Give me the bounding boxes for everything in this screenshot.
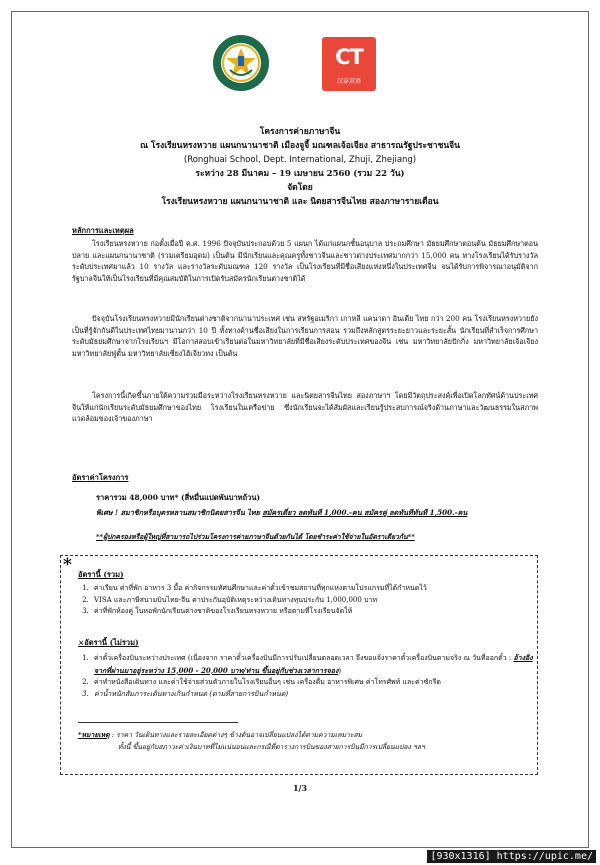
list-item: 3. ค่าน้ำหนักสัมภาระเดินทางเกินกำหนด (ตามที่สายการบินกำหนด) <box>91 689 543 701</box>
list-item: 2. ค่าทำหนังสือเดินทาง และค่าใช้จ่ายส่วนตัวภายในโรงเรียนอื่นๆ เช่น เครื่องดื่ม อาหารพิเศษ ค่าโทรศัพท์ และค่าซักรีด <box>91 677 543 689</box>
principles-heading: หลักการและเหตุผล <box>72 226 134 235</box>
note-text-1: : ราคา วันเดินทางและรายละเอียดต่างๆ ข้างต้นอาจเปลี่ยนแปลงได้ตามความเหมาะสม <box>109 731 363 739</box>
page-number: 1/3 <box>292 783 308 793</box>
note-label: *หมายเหตุ <box>78 731 110 739</box>
special-pair: สมัครคู่ ลดทันทีทันที 1,500.-คน <box>361 508 468 517</box>
project-dates: ระหว่าง 28 มีนาคม – 19 เมษายน 2560 (รวม 22 วัน) <box>195 169 405 179</box>
special-single: สมัครเดี่ยว ลดทันที 1,000.-คน <box>262 508 362 517</box>
special-prefix: พิเศษ ! สมาชิกหรือบุตรหลานสมาชิกนิตยสารจีน ไทย <box>96 508 263 517</box>
organizers: โรงเรียนหรงหวาย แผนกนานาชาติ และ นิตยสารจีนไทย สองภาษารายเดือน <box>161 197 439 207</box>
project-title: โครงการค่ายภาษาจีน <box>259 127 341 137</box>
list-item: 2. VISA และภาษีสนามบินไทย-จีน ค่าประกันอุบัติเหตุระหว่างเดินทางทุนประกัน 1,000,000 บาท <box>91 595 543 607</box>
excluded-list <box>76 652 543 700</box>
special-offer-line <box>96 507 562 519</box>
logo-mark: CT <box>335 45 363 69</box>
excluded-1b: อ้างอิงจากที่ผ่านมาอยู่ระหว่าง 15,000 - 20,000 บาท/ท่าน ขึ้นอยู่กับช่วงเวลาการจอง <box>94 653 533 675</box>
included-heading: อัตรานี้ (รวม) <box>78 570 124 579</box>
organized-by-label: จัดโดย <box>287 183 313 193</box>
logo-subtitle: 汉泰双语 <box>336 78 361 85</box>
parent-note: **ผู้ปกครองหรือผู้ใหญ่ที่สามารถไปร่วมโครงการค่ายภาษาจีนด้วยกันได้ โดยชำระค่าใช้จ่ายในอัตราเดียวกัน** <box>96 533 415 541</box>
note-divider <box>78 722 238 723</box>
list-item: 1. ค่าเรียน ค่าที่พัก อาหาร 3 มื้อ ค่ากิจกรรมทัศนศึกษาและค่าตั๋วเข้าชมสถานที่ทุกแห่งตามโปรแกรมที่ได้กำหนดไว้ <box>91 583 543 595</box>
school-line: ณ โรงเรียนหรงหวาย แผนกนานาชาติ เมืองจูจี้ มณฑลเจ้อเจียง สาธารณรัฐประชาชนจีน <box>140 141 460 151</box>
fees-heading: อัตราค่าโครงการ <box>72 473 129 482</box>
chinese-thai-magazine-logo <box>322 37 376 91</box>
principles-paragraph-1: โรงเรียนหรงหวาย ก่อตั้งเมื่อปี ค.ศ. 1996 ปัจจุบันประกอบด้วย 5 แผนก ได้แก่แผนกชั้นอนุบาล ประถมศึกษา มัธยมศึกษาตอนต้น มัธยมศึกษาตอนปลาย และแผนกนานาชาติ (รวมเตรียมอุดม) เป็นต้น มีนักเรียนและคุณครูทั้งชาวจีนและชาวต่างประเทศมากกว่า 15,000 คน ทางโรงเรียนได้รับรางวัลระดับประเทศมาแล้ว 10 รางวัล และรางวัลระดับมณฑล 120 รางวัล เป็นโรงเรียนที่มีชื่อเสียงแห่งหนึ่งในประเทศจีน จนได้รับการพิจารณาอนุมัติจากรัฐบาลจีนให้เป็นโรงเรียนที่มีคุณสมบัติในการเปิดรับสมัครนักเรียนต่างชาติได้ <box>72 239 538 284</box>
excluded-1c: ) <box>338 666 342 675</box>
principles-paragraph-3: โครงการนี้เกิดขึ้นภายใต้ความร่วมมือระหว่างโรงเรียนหรงหวาย และนิตยสารจีนไทย สองภาษาฯ โดยมีวัตถุประสงค์เพื่อเปิดโลกทัศน์ด้านประเทศจีนให้แก่นักเรียนระดับมัธยมศึกษาของไทย โรงเรียนในเครือข่าย ซึ่งนักเรียนจะได้สัมผัสและเรียนรู้ประสบการณ์จริงด้านภาษาและวัฒนธรรมในสภาพแวดล้อมของเจ้าของภาษา <box>72 391 538 424</box>
included-list <box>76 583 543 618</box>
note-line-1 <box>78 730 530 741</box>
note-line-2: ทั้งนี้ ขึ้นอยู่กับสภาวะค่าเงินบาทที่ไม่แน่นอนและกรณีที่ตารางการบินของสายการบินมีการเปลี่ยนแปลง ฯลฯ <box>118 743 425 751</box>
price-line: ราคารวม 48,000 บาท* (สี่หมื่นแปดพันบาทถ้วน) <box>96 493 261 502</box>
list-item <box>91 652 543 677</box>
watermark: [930x1316] https://upic.me/ <box>427 850 596 863</box>
school-english: (Ronghuai School, Dept. International, Zhuji, Zhejiang) <box>183 155 417 165</box>
list-item: 3. ค่าที่พักห้องคู่ ในหอพักนักเรียนต่างชาติของโรงเรียนหรงหวาย หรือตามที่โรงเรียนจัดให้ <box>91 606 543 618</box>
star-icon: * <box>63 555 72 575</box>
excluded-heading: ×อัตรานี้ (ไม่รวม) <box>78 638 139 647</box>
ronghuai-school-logo <box>212 34 270 92</box>
principles-paragraph-2: ปัจจุบันโรงเรียนหรงหวายมีนักเรียนต่างชาติจากนานาประเทศ เช่น สหรัฐอเมริกา เกาหลี แคนาดา อินเดีย ไทย กว่า 200 คน โรงเรียนหรงหวายยังเป็นที่รู้จักกันดีในประเทศไทยมานานกว่า 10 ปี ทั้งทางด้านชื่อเสียงในการเรียนการสอน รวมถึงหลักสูตรระยะยาวและระยะสั้น นักเรียนที่สำเร็จการศึกษาระดับมัธยมศึกษาจากโรงเรียนฯ มีโอกาสสอบเข้าเรียนต่อในมหาวิทยาลัยที่มีชื่อเสียงระดับประเทศของจีน เช่น มหาวิทยาลัยปักกิ่ง มหาวิทยาลัยเจ้อเจียง มหาวิทยาลัยฟู่ตั้น มหาวิทยาลัยเซี่ยงไฮ้เจียวทง เป็นต้น <box>72 314 538 359</box>
excluded-1a: ค่าตั๋วเครื่องบินระหว่างประเทศ (เนื่องจาก ราคาตั๋วเครื่องบินมีการปรับเปลี่ยนตลอดเวลา จึงขอแจ้งราคาตั๋วเครื่องบินตามจริง ณ วันที่ออกตั๋ว : <box>94 654 514 662</box>
